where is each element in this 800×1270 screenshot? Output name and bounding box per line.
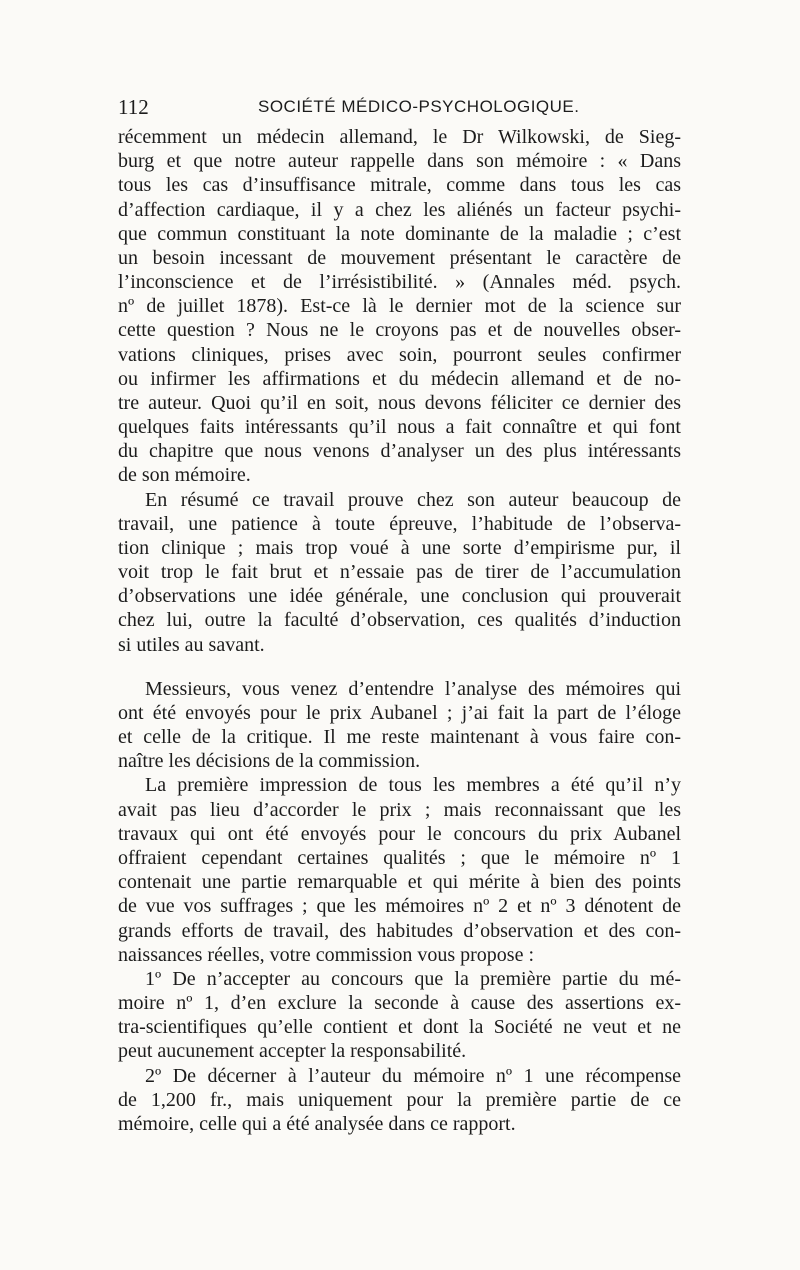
text-line: travail, une patience à toute épreuve, l’habitude de l’observa- — [118, 512, 681, 535]
text-line: tra-scientifiques qu’elle contient et dont la Société ne veut et ne — [118, 1016, 681, 1039]
text-line: naissances réelles, votre commission vous propose : — [118, 943, 535, 966]
text-line: quelques faits intéressants qu’il nous a fait connaître et qui font — [118, 416, 681, 439]
text-line: tion clinique ; mais trop voué à une sorte d’empirisme pur, il — [118, 536, 681, 559]
text-line: travaux qui ont été envoyés pour le concours du prix Aubanel — [118, 822, 681, 845]
text-line: burg et que notre auteur rappelle dans son mémoire : « Dans — [118, 150, 681, 173]
text-line: chez lui, outre la faculté d’observation, ces qualités d’induction — [118, 609, 681, 632]
text-line: de vue vos suffrages ; que les mémoires nº 2 et nº 3 dénotent de — [118, 895, 681, 918]
paragraph-gap — [118, 657, 681, 677]
text-line: l’inconscience et de l’irrésistibilité. » (Annales méd. psych. — [118, 271, 681, 294]
text-line: un besoin incessant de mouvement présentant le caractère de — [118, 246, 681, 269]
text-line: nº de juillet 1878). Est-ce là le dernier mot de la science sur — [118, 295, 681, 318]
text-line: de 1,200 fr., mais uniquement pour la première partie de ce — [118, 1088, 681, 1111]
page-number: 112 — [118, 95, 149, 119]
text-line: La première impression de tous les membres a été qu’il n’y — [145, 774, 681, 797]
running-head: SOCIÉTÉ MÉDICO-PSYCHOLOGIQUE. — [258, 97, 580, 116]
text-line: et celle de la critique. Il me reste maintenant à vous faire con- — [118, 726, 681, 749]
text-line: En résumé ce travail prouve chez son auteur beaucoup de — [145, 488, 681, 511]
text-line: 1º De n’accepter au concours que la première partie du mé- — [145, 967, 681, 990]
text-line: Messieurs, vous venez d’entendre l’analyse des mémoires qui — [145, 677, 681, 700]
text-line: mémoire, celle qui a été analysée dans ce rapport. — [118, 1112, 516, 1135]
body-text — [118, 125, 681, 1136]
page-header — [118, 92, 678, 122]
text-line: vations cliniques, prises avec soin, pourront seules confirmer — [118, 343, 681, 366]
text-line: d’observations une idée générale, une conclusion qui prouverait — [118, 585, 681, 608]
text-line: grands efforts de travail, des habitudes d’observation et des con- — [118, 919, 681, 942]
text-line: que commun constituant la note dominante de la maladie ; c’est — [118, 222, 681, 245]
text-line: naître les décisions de la commission. — [118, 750, 421, 773]
text-line: contenait une partie remarquable et qui mérite à bien des points — [118, 871, 681, 894]
text-line: tre auteur. Quoi qu’il en soit, nous devons féliciter ce dernier des — [118, 391, 681, 414]
text-line: ou infirmer les affirmations et du médecin allemand et de no- — [118, 367, 681, 390]
text-line: peut aucunement accepter la responsabilité. — [118, 1040, 467, 1063]
text-line: avait pas lieu d’accorder le prix ; mais reconnaissant que les — [118, 798, 681, 821]
text-line: 2º De décerner à l’auteur du mémoire nº 1 une récompense — [145, 1064, 681, 1087]
text-line: offraient cependant certaines qualités ; que le mémoire nº 1 — [118, 846, 681, 869]
text-line: si utiles au savant. — [118, 633, 265, 656]
text-line: d’affection cardiaque, il y a chez les aliénés un facteur psychi- — [118, 198, 681, 221]
text-line: moire nº 1, d’en exclure la seconde à cause des assertions ex- — [118, 992, 681, 1015]
text-line: ont été envoyés pour le prix Aubanel ; j’ai fait la part de l’éloge — [118, 701, 681, 724]
text-line: voit trop le fait brut et n’essaie pas de tirer de l’accumulation — [118, 561, 681, 584]
text-line: du chapitre que nous venons d’analyser un des plus intéressants — [118, 440, 681, 463]
text-line: cette question ? Nous ne le croyons pas et de nouvelles obser- — [118, 319, 681, 342]
text-line: de son mémoire. — [118, 464, 251, 487]
text-line: tous les cas d’insuffisance mitrale, comme dans tous les cas — [118, 174, 681, 197]
text-line: récemment un médecin allemand, le Dr Wilkowski, de Sieg- — [118, 126, 681, 148]
